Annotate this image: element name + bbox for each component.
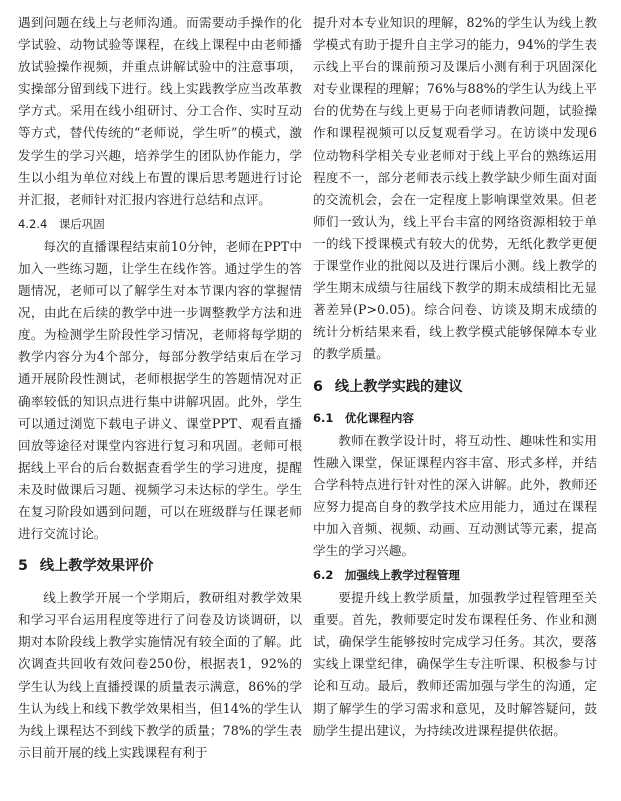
section-heading-6 [313,376,597,398]
subsection-heading-6-1: 6.1 优化课程内容 [313,410,414,425]
section-title: 线上教学实践的建议 [334,378,463,395]
subsection-heading-6-2: 6.2 加强线上教学过程管理 [313,568,460,583]
subsection-heading-4-2-4: 4.2.4 课后巩固 [18,216,105,231]
left-column [18,12,302,764]
right-column [313,12,597,742]
body-paragraph: 教师在教学设计时，将互动性、趣味性和实用性融入课堂，保证课程内容丰富、形式多样，并结合学科特点进行针对性的深入讲解。此外，教师还应努力提高自身的教学技术应用能力，通过在课程中加入音频、视频、动画、互动测试等元素，提高学生的学习兴趣。 [313,432,597,558]
body-paragraph: 每次的直播课程结束前10分钟，老师在PPT中加入一些练习题，让学生在线作答。通过学生的答题情况，老师可以了解学生对本节课内容的掌握情况，由此在后续的教学中进一步调整教学方法和进度。为检测学生阶段性学习情况，老师将每学期的教学内容分为4个部分，每部分教学结束后在学习通开展阶段性测试，老师根据学生的答题情况对正确率较低的知识点进行集中讲解巩固。此外，学生可以通过浏览下载电子讲义、课堂PPT、观看直播回放等途径对课堂内容进行复习和巩固。老师可根据线上平台的后台数据查看学生的学习进度，提醒未及时做课后习题、视频学习未达标的学生。学生在复习阶段如遇到问题，可以在班级群与任课老师进行交流讨论。 [18,238,302,542]
section-number: 6 [313,378,323,395]
section-number: 5 [18,558,28,575]
body-paragraph: 线上教学开展一个学期后，教研组对教学效果和学习平台运用程度等进行了问卷及访谈调研，以期对本阶段线上教学实施情况有较全面的了解。此次调查共回收有效问卷250份，根据表1，92%的学生认为线上直播授课的质量表示满意，86%的学生认为线上和线下教学效果相当，但14%的学生认为线上课程达不到线下教学的质量；78%的学生表示目前开展的线上实践课程有利于 [18,590,302,760]
body-paragraph: 要提升线上教学质量，加强教学过程管理至关重要。首先，教师要定时发布课程任务、作业和测试，确保学生能够按时完成学习任务。其次，要落实线上课堂纪律，确保学生专注听课、积极参与讨论和互动。最后，教师还需加强与学生的沟通，定期了解学生的学习需求和意见，及时解答疑问，鼓励学生提出建议，为持续改进课程提供依据。 [313,590,597,738]
section-heading-5 [18,555,302,577]
body-paragraph: 提升对本专业知识的理解，82%的学生认为线上教学模式有助于提升自主学习的能力，94%的学生表示线上平台的课前预习及课后小测有利于巩固深化对专业课程的理解；76%与88%的学生认为线上平台的优势在与线上更易于向老师请教问题，试验操作和课程视频可以反复观看学习。在访谈中发现6位动物科学相关专业老师对于线上平台的熟练运用程度不一，部分老师表示线上教学缺少师生面对面的交流机会，会在一定程度上影响课堂效果。但老师们一致认为，线上平台丰富的网络资源相较于单一的线下授课模式有较大的优势，无纸化教学更便于课堂作业的批阅以及进行课后小测。线上教学的学生期末成绩与往届线下教学的期末成绩相比无显著差异(P>0.05)。综合问卷、访谈及期末成绩的统计分析结果来看，线上教学模式能够保障本专业的教学质量。 [313,15,597,362]
body-paragraph: 遇到问题在线上与老师沟通。而需要动手操作的化学试验、动物试验等课程，在线上课程中由老师播放试验操作视频，并重点讲解试验中的注意事项，实操部分留到线下进行。线上实践教学应当改革教学方式。采用在线小组研讨、分工合作、实时互动等方式，替代传统的“老师说，学生听”的模式，激发学生的学习兴趣，培养学生的团队协作能力，学生以小组为单位对线上布置的课后思考题进行讨论并汇报，老师针对汇报内容进行总结和点评。 [18,15,302,207]
section-title: 线上教学效果评价 [39,558,154,575]
